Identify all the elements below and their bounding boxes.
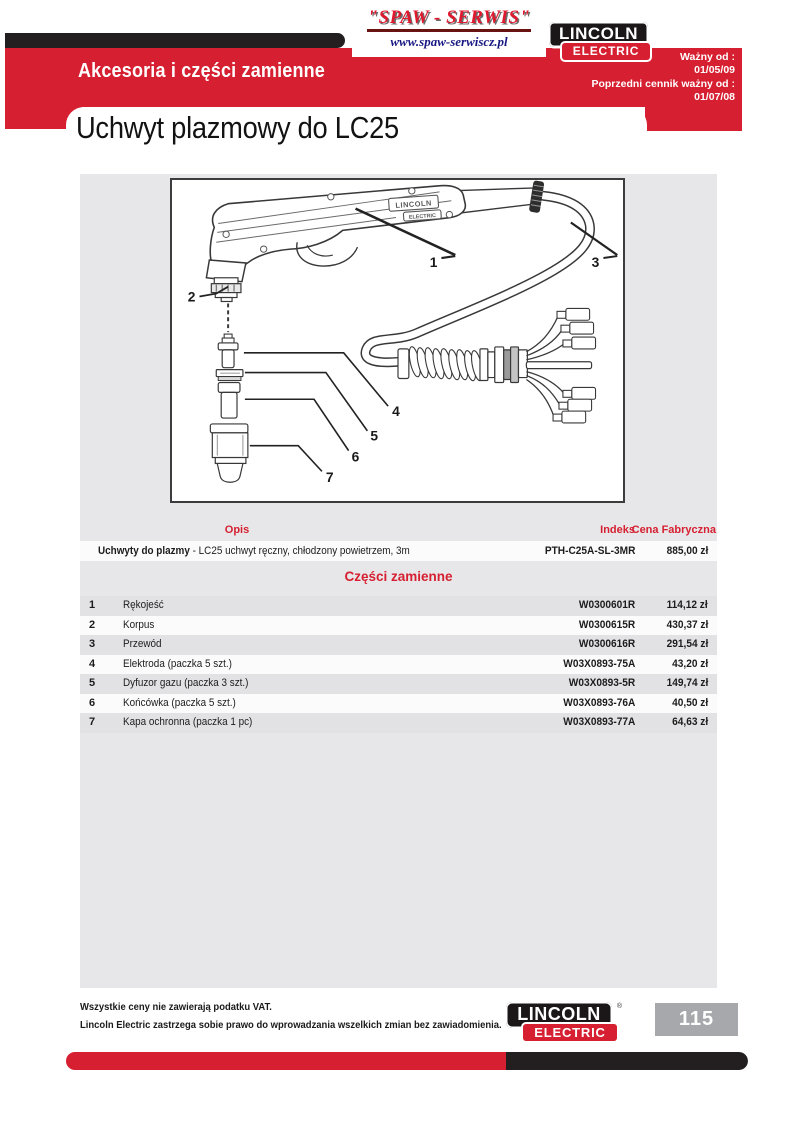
validity-dates [557,51,735,105]
part-price: 64,63 zł [671,716,708,728]
top-black-bar [5,33,345,48]
torch-head [206,260,246,301]
torch-diagram-svg [172,180,623,501]
callout-6: 6 [351,448,360,465]
part-number: 3 [88,638,96,650]
table-row [80,616,717,636]
part-price: 40,50 zł [671,696,708,709]
callout-4: 4 [392,403,400,420]
parts-rows [80,596,717,733]
table-row [80,635,717,655]
lincoln-logo-black-box: LINCOLN [506,1002,612,1028]
header-index: Indeks [600,524,635,536]
valid-from-date: 01/05/09 [694,64,735,77]
callout-3: 3 [591,253,600,270]
table-row [80,694,717,714]
table-row [80,655,717,675]
callout-5: 5 [370,427,379,444]
header-price: Cena Fabryczna [631,524,716,536]
spaw-serwis-url: www.spaw-serwiscz.pl [390,34,508,49]
lincoln-logo-black-box: LINCOLN [549,22,648,47]
part-price: 114,12 zł [666,599,708,611]
svg-text:ELECTRIC: ELECTRIC [408,213,437,221]
product-description: Uchwyty do plazmy - LC25 uchwyt ręczny, chłodzony powietrzem, 3m [98,544,410,557]
lincoln-logo-red-box: ELECTRIC [523,1024,617,1041]
part-name: Dyfuzor gazu (paczka 3 szt.) [123,677,249,689]
footer-note-vat: Wszystkie ceny nie zawierają podatku VAT. [80,1001,272,1013]
lincoln-electric-logo-footer [506,1002,636,1044]
table-header-row [80,524,717,538]
registered-mark-icon: ® [616,1003,622,1010]
table-row [80,596,717,616]
strain-relief [529,180,545,213]
torch-body [210,186,465,273]
footer-notes [80,999,549,1034]
spaw-serwis-logo [352,4,546,57]
part-price: 149,74 zł [666,677,708,689]
part-index: W0300601R [578,599,635,611]
part-name: Kapa ochronna (paczka 1 pc) [123,716,253,728]
part-name: Końcówka (paczka 5 szt.) [123,696,236,709]
product-price: 885,00 zł [666,544,708,557]
footer-bar-black [506,1052,748,1070]
part-number: 1 [88,599,96,611]
spaw-serwis-logo-text: "SPAW - SERWIS" [367,7,530,32]
part-number: 7 [88,716,96,728]
previous-pricelist-label: Poprzedni cennik ważny od : [591,77,735,90]
part-name: Elektroda (paczka 5 szt.) [123,657,232,670]
part-price: 43,20 zł [671,657,708,670]
footer-bar [66,1052,748,1070]
section-banner-title: Akcesoria i części zamienne [78,60,325,82]
lincoln-logo-red-box: ELECTRIC [562,43,650,60]
hose-fitting [480,347,527,383]
part-number: 4 [88,657,96,670]
table-row [80,713,717,733]
registered-mark-icon: ® [651,22,657,29]
tip-part [218,382,240,418]
part-index: W03X0893-5R [568,677,635,689]
callout-2: 2 [187,288,196,305]
product-row [80,541,717,561]
part-name: Korpus [123,618,155,631]
part-price: 430,37 zł [666,618,708,631]
part-number: 2 [88,618,96,631]
torch-diagram [170,178,625,503]
header-description: Opis [224,524,250,536]
page-title: Uchwyt plazmowy do LC25 [76,110,399,145]
product-index: PTH-C25A-SL-3MR [544,544,635,557]
callout-numbers [188,254,600,485]
electrode-part [218,334,238,368]
part-index: W03X0893-77A [562,716,635,728]
part-index: W0300615R [578,618,635,631]
part-price: 291,54 zł [666,638,708,650]
footer-note-changes: Lincoln Electric zastrzega sobie prawo do wprowadzania wszelkich zmian bez zawiadomienia. [80,1018,502,1031]
svg-text:LINCOLN: LINCOLN [395,198,433,210]
diffuser-part [216,370,243,381]
part-index: W03X0893-76A [562,696,635,709]
part-number: 6 [88,696,96,709]
callout-1: 1 [429,253,438,270]
part-name: Rękojeść [123,599,164,611]
footer-bar-red [66,1052,506,1070]
shield-cap-part [210,424,248,482]
callout-7: 7 [325,469,334,486]
part-index: W03X0893-75A [562,657,635,670]
part-number: 5 [88,677,96,689]
valid-from-label: Ważny od : [679,51,735,63]
previous-pricelist-date: 01/07/08 [694,91,735,104]
page-number: 115 [655,1003,738,1036]
spare-parts-section-title: Części zamienne [344,569,453,584]
cable-terminals [526,308,595,423]
part-name: Przewód [123,638,162,650]
corrugated-sleeve [398,346,485,382]
table-row [80,674,717,694]
part-index: W0300616R [578,638,635,650]
